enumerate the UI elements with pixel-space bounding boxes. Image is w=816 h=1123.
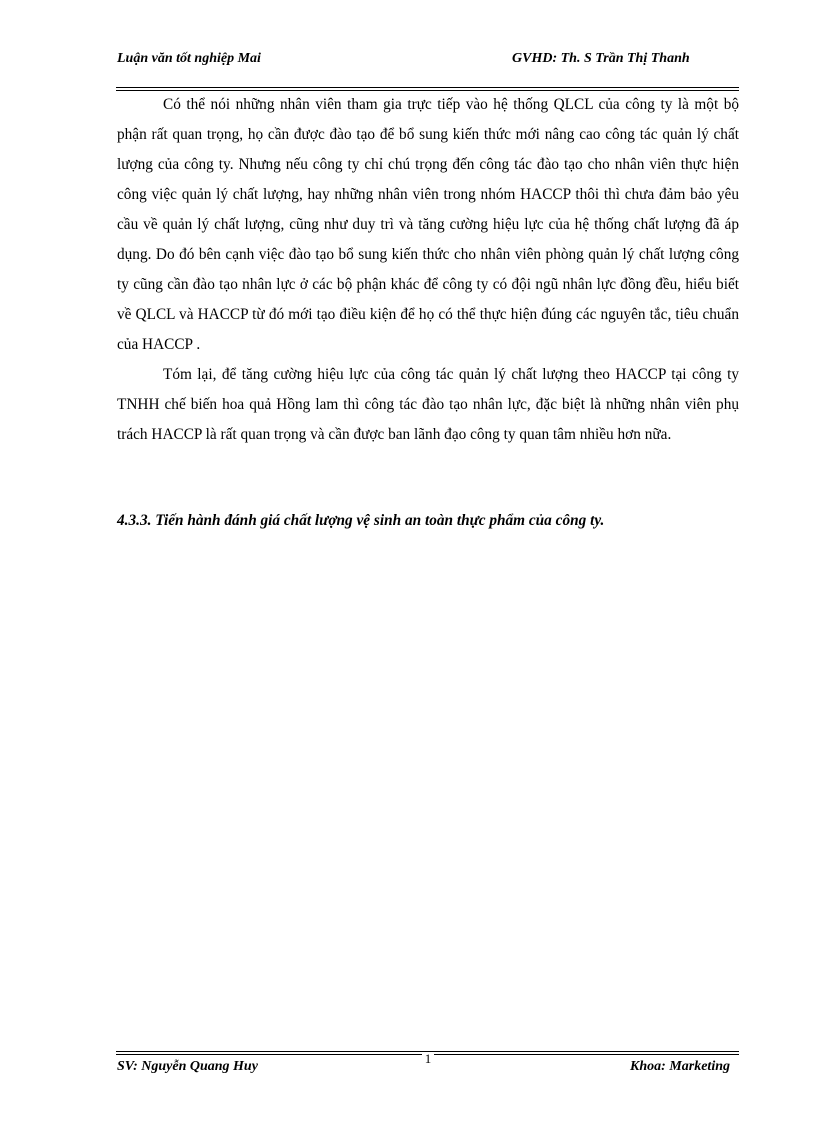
header-divider-top (116, 87, 739, 88)
header-thesis-title: Luận văn tốt nghiệp Mai (117, 51, 261, 66)
page-number: 1 (422, 1052, 434, 1066)
footer-student-name: SV: Nguyễn Quang Huy (117, 1059, 258, 1074)
paragraph-2: Tóm lại, để tăng cường hiệu lực của công tác quản lý chất lượng theo HACCP tại công ty TNHH chế biến hoa quả Hồng lam thì công tác đào tạo nhân lực, đặc biệt là những nhân viên phụ trách HACCP là rất quan trọng và cần được ban lãnh đạo công ty quan tâm nhiều hơn nữa. (117, 366, 739, 443)
header-advisor: GVHD: Th. S Trần Thị Thanh (512, 51, 690, 66)
main-content (117, 90, 739, 450)
footer-department: Khoa: Marketing (630, 1059, 730, 1074)
paragraph-1: Có thể nói những nhân viên tham gia trực tiếp vào hệ thống QLCL của công ty là một bộ phận rất quan trọng, họ cần được đào tạo để bổ sung kiến thức mới nâng cao công tác quản lý chất lượng của công ty. Nhưng nếu công ty chỉ chú trọng đến công tác đào tạo cho nhân viên thực hiện công việc quản lý chất lượng, hay những nhân viên trong nhóm HACCP thôi thì chưa đảm bảo yêu cầu về quản lý chất lượng, cũng như duy trì và tăng cường hiệu lực của hệ thống chất lượng đã áp dụng. Do đó bên cạnh việc đào tạo bổ sung kiến thức cho nhân viên phòng quản lý chất lượng công ty cũng cần đào tạo nhân lực ở các bộ phận khác để công ty có đội ngũ nhân lực đồng đều, hiểu biết về QLCL và HACCP từ đó mới tạo điều kiện để họ có thể thực hiện đúng các nguyên tắc, tiêu chuẩn của HACCP . (117, 96, 739, 353)
section-heading: 4.3.3. Tiến hành đánh giá chất lượng vệ sinh an toàn thực phẩm của công ty. (117, 512, 605, 529)
